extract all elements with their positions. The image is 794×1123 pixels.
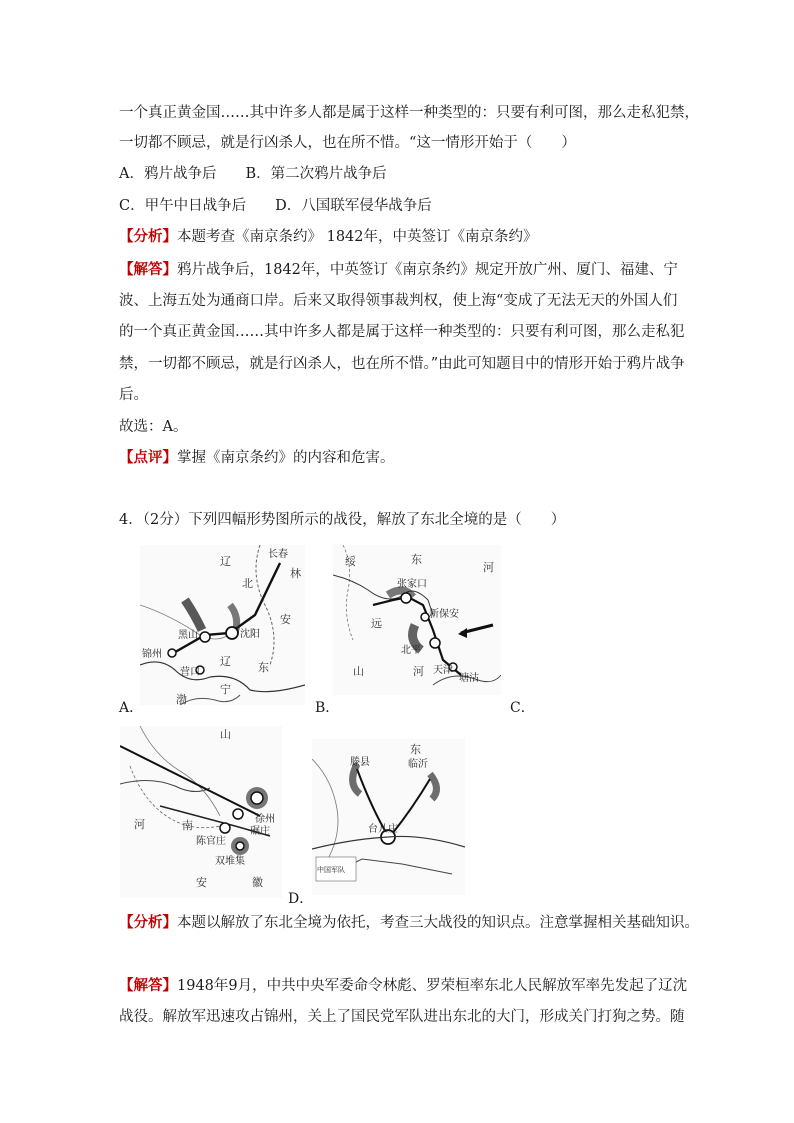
map-liaoshen: [140, 545, 305, 705]
map-a-label-10: 辽: [220, 655, 231, 668]
map-d-label-3: 临沂: [408, 759, 428, 770]
map-b-label-3: 河: [483, 561, 494, 574]
option-c-label: C．: [510, 700, 535, 716]
analysis-tag: 【分析】: [119, 228, 177, 245]
q4-answer-line-1: [119, 976, 687, 996]
map-b-label-9: 塘沽: [459, 673, 479, 684]
q3-answer-line-3: 的一个真正黄金国……其中许多人都是属于这样一种类型的：只要有利可图，那么走私犯: [119, 324, 685, 340]
q3-text-line-1: 一个真正黄金国……其中许多人都是属于这样一种类型的：只要有利可图，那么走私犯禁，: [119, 105, 699, 121]
answer-text: 鸦片战争后，1842年，中英签订《南京条约》规定开放广州、厦门、福建、宁: [177, 262, 678, 278]
option-b-label: B．: [315, 700, 340, 716]
q3-choice: 故选：A。: [119, 419, 188, 435]
comment-tag: 【点评】: [119, 449, 177, 466]
map-c-label-8: 安: [196, 876, 207, 889]
map-b-label-8: 天津: [433, 665, 453, 676]
map-c-label-7: 双堆集: [215, 856, 245, 867]
map-b-label-7: 北平: [401, 645, 421, 656]
map-d-label-1: 东: [410, 743, 421, 756]
q3-options-cd: C．甲午中日战争后 D．八国联军侵华战争后: [119, 198, 432, 214]
map-huaihai: [120, 726, 282, 898]
map-c-label-3: 碾庄: [250, 826, 270, 837]
analysis-tag: 【分析】: [119, 914, 177, 931]
map-a-label-13: 渤: [176, 693, 187, 705]
map-a-label-9: 营口: [180, 667, 200, 678]
analysis-text: 本题以解放了东北全境为依托，考查三大战役的知识点。注意掌握相关基础知识。: [177, 915, 699, 931]
q3-answer-line-1: [119, 260, 678, 280]
q3-options-ab: A．鸦片战争后 B．第二次鸦片战争后: [119, 166, 387, 182]
map-pingjin: [333, 545, 501, 695]
map-b-label-11: 河: [413, 665, 424, 678]
q3-comment: [119, 448, 395, 468]
q3-answer-line-5: 后。: [119, 387, 148, 403]
map-a-label-8: 锦州: [142, 649, 162, 660]
map-b-label-4: 张家口: [397, 579, 427, 590]
q4-question: 4．（2分）下列四幅形势图所示的战役，解放了东北全境的是（ ）: [119, 512, 566, 528]
option-a-label: A．: [119, 700, 144, 716]
map-taierzhuang: [312, 739, 465, 895]
analysis-text: 本题考查《南京条约》 1842年，中英签订《南京条约》: [177, 229, 538, 245]
q4-answer-line-2: 战役。解放军迅速攻占锦州，关上了国民党军队进出东北的大门，形成关门打狗之势。随: [119, 1009, 685, 1025]
map-d-label-2: 滕县: [350, 757, 370, 768]
q3-answer-line-2: 波、上海五处为通商口岸。后来又取得领事裁判权，使上海“变成了无法无天的外国人们: [119, 293, 678, 309]
option-d-label: D．: [288, 891, 314, 907]
q3-analysis: [119, 227, 538, 247]
q3-answer-line-4: 禁，一切都不顾忌，就是行凶杀人，也在所不惜。”由此可知题目中的情形开始于鸦片战争: [119, 356, 685, 372]
map-a-label-12: 宁: [220, 683, 231, 696]
q4-analysis: [119, 913, 699, 933]
map-b-label-10: 山: [353, 665, 364, 678]
map-a-label-7: 沈阳: [240, 629, 260, 640]
map-a-label-2: 长春: [268, 549, 288, 560]
map-b-label-5: 新保安: [429, 609, 459, 620]
comment-text: 掌握《南京条约》的内容和危害。: [177, 450, 395, 466]
map-b-label-1: 绥: [345, 555, 356, 568]
answer-tag: 【解答】: [119, 261, 177, 278]
map-b-label-6: 远: [371, 617, 382, 630]
map-d-label-5: 中国军队: [317, 866, 345, 874]
map-d-label-4: 台儿庄: [368, 824, 398, 835]
answer-tag: 【解答】: [119, 977, 177, 994]
map-b-label-2: 东: [411, 553, 422, 566]
map-c-label-6: 陈官庄: [196, 836, 226, 847]
map-c-label-1: 山: [220, 728, 231, 741]
map-a-label-6: 黑山: [178, 630, 198, 641]
map-a-label-11: 东: [258, 661, 269, 674]
map-c-label-4: 河: [134, 818, 145, 831]
answer-text: 1948年9月，中共中央军委命令林彪、罗荣桓率东北人民解放军率先发起了辽沈: [177, 978, 688, 994]
map-c-label-9: 徽: [252, 876, 263, 889]
map-c-label-2: 徐州: [255, 814, 275, 825]
map-a-label-4: 北: [242, 577, 253, 590]
q3-text-line-2: 一切都不顾忌，就是行凶杀人，也在所不惜。“这一情形开始于（ ）: [119, 135, 576, 151]
map-a-label-3: 林: [290, 567, 301, 580]
map-a-label-1: 辽: [220, 555, 231, 568]
map-c-label-5: 南: [182, 819, 193, 832]
map-a-label-5: 安: [280, 613, 291, 626]
